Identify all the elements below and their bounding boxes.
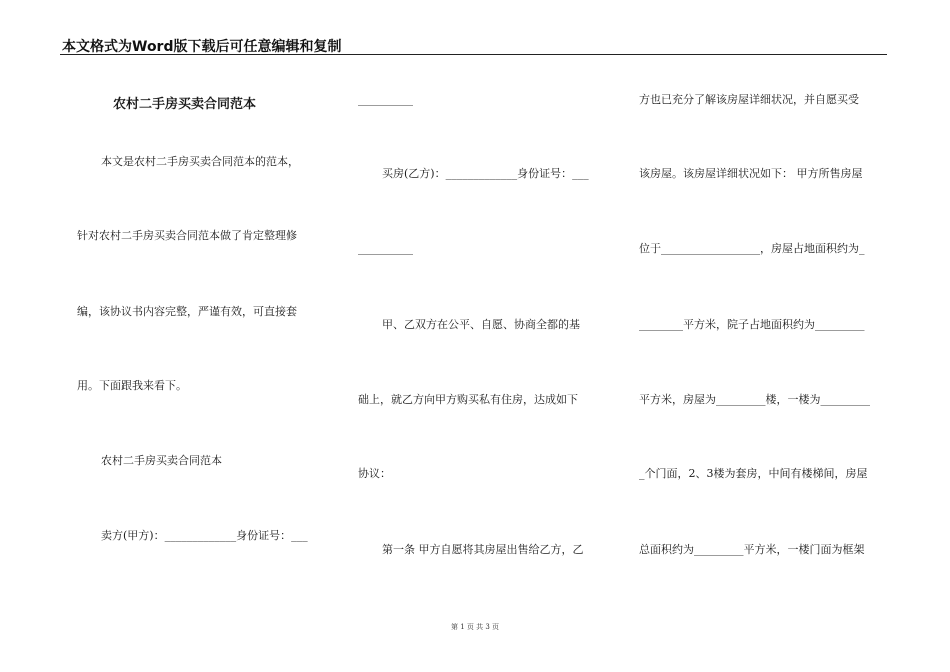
text-line: 编，该协议书内容完整，严谨有效，可直接套: [77, 305, 297, 318]
text-line: 本文是农村二手房买卖合同范本的范本，: [101, 155, 299, 168]
text-line: __________: [358, 242, 413, 255]
text-line: __________: [358, 93, 413, 106]
text-line: 总面积约为_________平方米，一楼门面为框架: [639, 543, 865, 556]
download-banner: 本文格式为Word版下载后可任意编辑和复制: [62, 39, 342, 55]
header-divider: [60, 54, 887, 55]
document-title: 农村二手房买卖合同范本: [113, 97, 257, 112]
page-number: 第 1 页 共 3 页: [450, 623, 500, 631]
text-line: 协议：: [358, 467, 391, 480]
text-line: ________平方米，院子占地面积约为_________: [639, 318, 865, 331]
text-line: _个门面，2、3楼为套房，中间有楼梯间，房屋: [639, 467, 868, 480]
text-line: 用。下面跟我来看下。: [77, 379, 187, 392]
text-line: 方也已充分了解该房屋详细状况，并自愿买受: [639, 93, 859, 106]
text-line: 平方米，房屋为_________楼，一楼为_________: [639, 393, 870, 406]
text-line: 该房屋。该房屋详细状况如下： 甲方所售房屋: [639, 167, 863, 180]
text-line: 甲、乙双方在公平、自愿、协商全都的基: [382, 318, 580, 331]
text-line: 第一条 甲方自愿将其房屋出售给乙方，乙: [382, 543, 584, 556]
text-line: 位于__________________，房屋占地面积约为_: [639, 242, 865, 255]
section-heading: 农村二手房买卖合同范本: [101, 454, 222, 467]
text-line: 买房(乙方)：_____________身份证号：___: [382, 167, 589, 180]
text-line: 针对农村二手房买卖合同范本做了肯定整理修: [77, 229, 297, 242]
text-line: 础上，就乙方向甲方购买私有住房，达成如下: [358, 393, 578, 406]
text-line: 卖方(甲方)：_____________身份证号：___: [101, 529, 308, 542]
